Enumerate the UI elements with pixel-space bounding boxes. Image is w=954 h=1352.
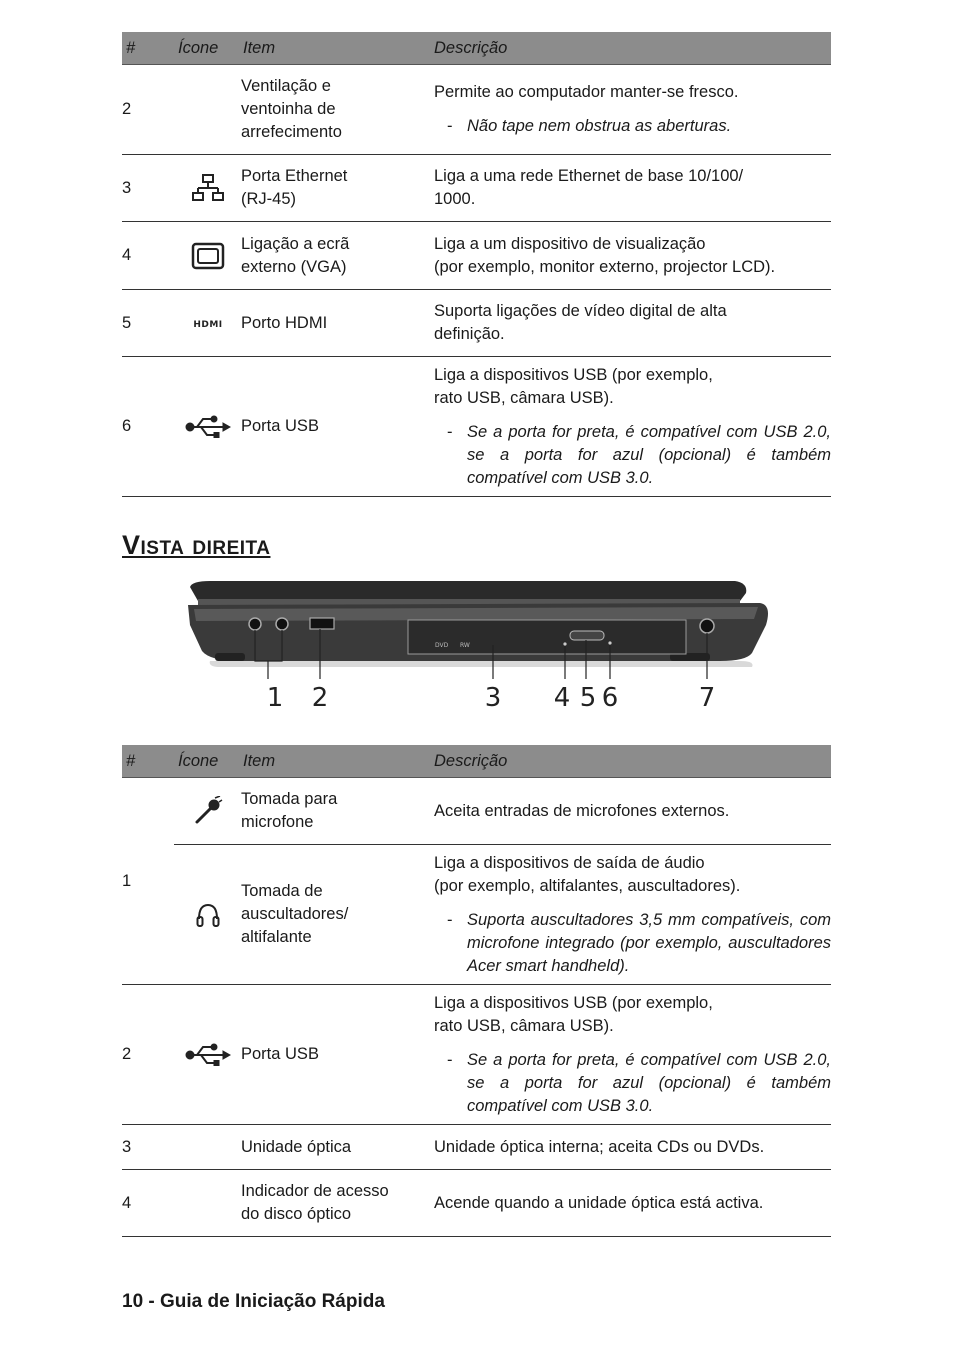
optical-drive [408,620,686,654]
row-number: 4 [122,222,174,290]
table-header [122,32,831,65]
usb-icon [185,1043,231,1067]
item-line: Tomada de [241,882,323,900]
hdmi-logo-text: HDMI [192,320,223,331]
description-line: Acende quando a unidade óptica está activa. [434,1193,764,1212]
item-line: Porto HDMI [241,313,328,332]
description-line: Liga a dispositivos USB (por exemplo, [434,993,713,1012]
table-row [122,845,831,985]
description-line: Suporta ligações de vídeo digital de alta [434,302,727,320]
row-number: 3 [122,1125,174,1170]
table-row [122,222,831,290]
row-icon-empty [174,65,241,155]
header-number: # [122,745,174,778]
laptop-right-view-figure [180,575,780,720]
table-row [122,155,831,222]
item-line: Unidade óptica [241,1137,352,1156]
headphones-icon [195,901,221,929]
row-description [434,1170,831,1237]
row-number: 2 [122,985,174,1125]
usb-port [310,618,334,629]
row-item [241,222,434,290]
ports-table-right [122,745,831,1237]
description-line: rato USB, câmara USB). [434,388,614,407]
drive-emergency-eject [608,641,611,644]
microphone-icon-cell [174,778,241,845]
section-title: Vista direita [122,530,271,560]
item-line: Porta Ethernet [241,167,348,185]
row-number: 3 [122,155,174,222]
note-text: Não tape nem obstrua as aberturas. [467,117,732,135]
item-line: Indicador de acesso [241,1182,389,1200]
description-line: Liga a dispositivos de saída de áudio [434,853,705,872]
description-line: Aceita entradas de microfones externos. [434,801,730,820]
item-line: ventoinha de [241,100,336,118]
ethernet-icon [191,173,225,203]
description-line: (por exemplo, altifalantes, auscultadores). [434,876,741,895]
foot-left [215,653,245,661]
row-description [434,1125,831,1170]
description-line: (por exemplo, monitor externo, projector LCD). [434,257,776,276]
header-description: Descrição [434,32,831,65]
item-line: externo (VGA) [241,257,347,276]
callout-number-6: 6 [601,683,619,713]
callout-number-4: 4 [553,683,571,713]
headphone-jack [276,618,288,630]
row-icon-empty [174,1170,241,1237]
header-icon: Ícone [174,745,241,778]
callout-number-1: 1 [266,683,284,713]
row-item [241,985,434,1125]
row-description [434,985,831,1125]
drive-led [563,642,566,645]
item-line: Ventilação e [241,77,331,95]
item-line: altifalante [241,928,312,946]
row-description [434,222,831,290]
item-line: Porta USB [241,417,319,435]
row-item [241,65,434,155]
item-line: Ligação a ecrã [241,234,350,253]
row-description [434,65,831,155]
note: - Não tape nem obstrua as aberturas. [434,115,831,138]
note: - Se a porta for preta, é compatível com USB 2.0, se a porta for azul (opcional) é também compatível com USB 3.0. [434,421,831,490]
table-row [122,290,831,357]
item-line: (RJ-45) [241,190,297,208]
table-row [122,1125,831,1170]
microphone-jack [249,618,261,630]
headphones-icon-cell [174,845,241,985]
table-row [122,985,831,1125]
vga-icon-cell [174,222,241,290]
ethernet-icon-cell [174,155,241,222]
item-line: Porta USB [241,1045,319,1063]
row-description [434,155,831,222]
header-description: Descrição [434,745,831,778]
table-row [122,65,831,155]
row-item [241,778,434,845]
row-item [241,357,434,497]
row-item [241,1125,434,1170]
drive-label-dvd: DVD [435,642,449,649]
item-line: arrefecimento [241,123,342,141]
description-line: Permite ao computador manter-se fresco. [434,83,739,101]
callout-number-2: 2 [311,683,329,713]
table-row [122,778,831,845]
description-line: rato USB, câmara USB). [434,1016,614,1035]
description-line: Unidade óptica interna; aceita CDs ou DVDs. [434,1137,765,1156]
table-row [122,357,831,497]
row-number: 5 [122,290,174,357]
item-line: do disco óptico [241,1205,352,1223]
description-line: 1000. [434,190,476,208]
vga-icon [191,242,225,270]
power-jack [700,619,714,633]
microphone-icon [193,796,223,826]
table-header [122,745,831,778]
drive-label-rw: RW [460,642,470,649]
callout-number-5: 5 [579,683,597,713]
row-description [434,845,831,985]
row-icon-empty [174,1125,241,1170]
description-line: definição. [434,325,505,343]
row-item [241,155,434,222]
note-text: Se a porta for preta, é compatível com USB 2.0, se a porta for azul (opcional) é também compatível com USB 3.0. [467,1050,831,1115]
row-item [241,845,434,985]
item-line: auscultadores/ [241,905,349,923]
row-number: 4 [122,1170,174,1237]
header-icon: Ícone [174,32,241,65]
hdmi-icon [188,316,228,330]
row-number: 2 [122,65,174,155]
item-line: microfone [241,813,314,831]
row-description [434,357,831,497]
header-item: Item [241,745,434,778]
row-description [434,290,831,357]
note: - Suporta auscultadores 3,5 mm compatíveis, com microfone integrado (por exemplo, auscultadores Acer smart handheld). [434,909,831,978]
row-number: 6 [122,357,174,497]
description-line: Liga a um dispositivo de visualização [434,234,706,253]
row-item [241,1170,434,1237]
note: - Se a porta for preta, é compatível com USB 2.0, se a porta for azul (opcional) é também compatível com USB 3.0. [434,1049,831,1118]
ports-table-left [122,32,831,497]
drive-eject-button [570,631,604,640]
usb-icon [185,415,231,439]
usb-icon-cell [174,985,241,1125]
note-text: Se a porta for preta, é compatível com USB 2.0, se a porta for azul (opcional) é também compatível com USB 3.0. [467,422,831,487]
header-number: # [122,32,174,65]
usb-icon-cell [174,357,241,497]
laptop-lid [190,581,746,601]
table-row [122,1170,831,1237]
callout-number-7: 7 [698,683,716,713]
row-description [434,778,831,845]
description-line: Liga a uma rede Ethernet de base 10/100/ [434,167,744,185]
header-item: Item [241,32,434,65]
hdmi-icon-cell [174,290,241,357]
row-item [241,290,434,357]
note-text: Suporta auscultadores 3,5 mm compatíveis, com microfone integrado (por exemplo, auscultadores Acer smart handheld). [467,910,831,975]
page-footer: 10 - Guia de Iniciação Rápida [122,1291,385,1312]
description-line: Liga a dispositivos USB (por exemplo, [434,365,713,384]
base-reflection [210,661,753,667]
row-number: 1 [122,778,174,985]
callout-number-3: 3 [484,683,502,713]
item-line: Tomada para [241,790,338,808]
